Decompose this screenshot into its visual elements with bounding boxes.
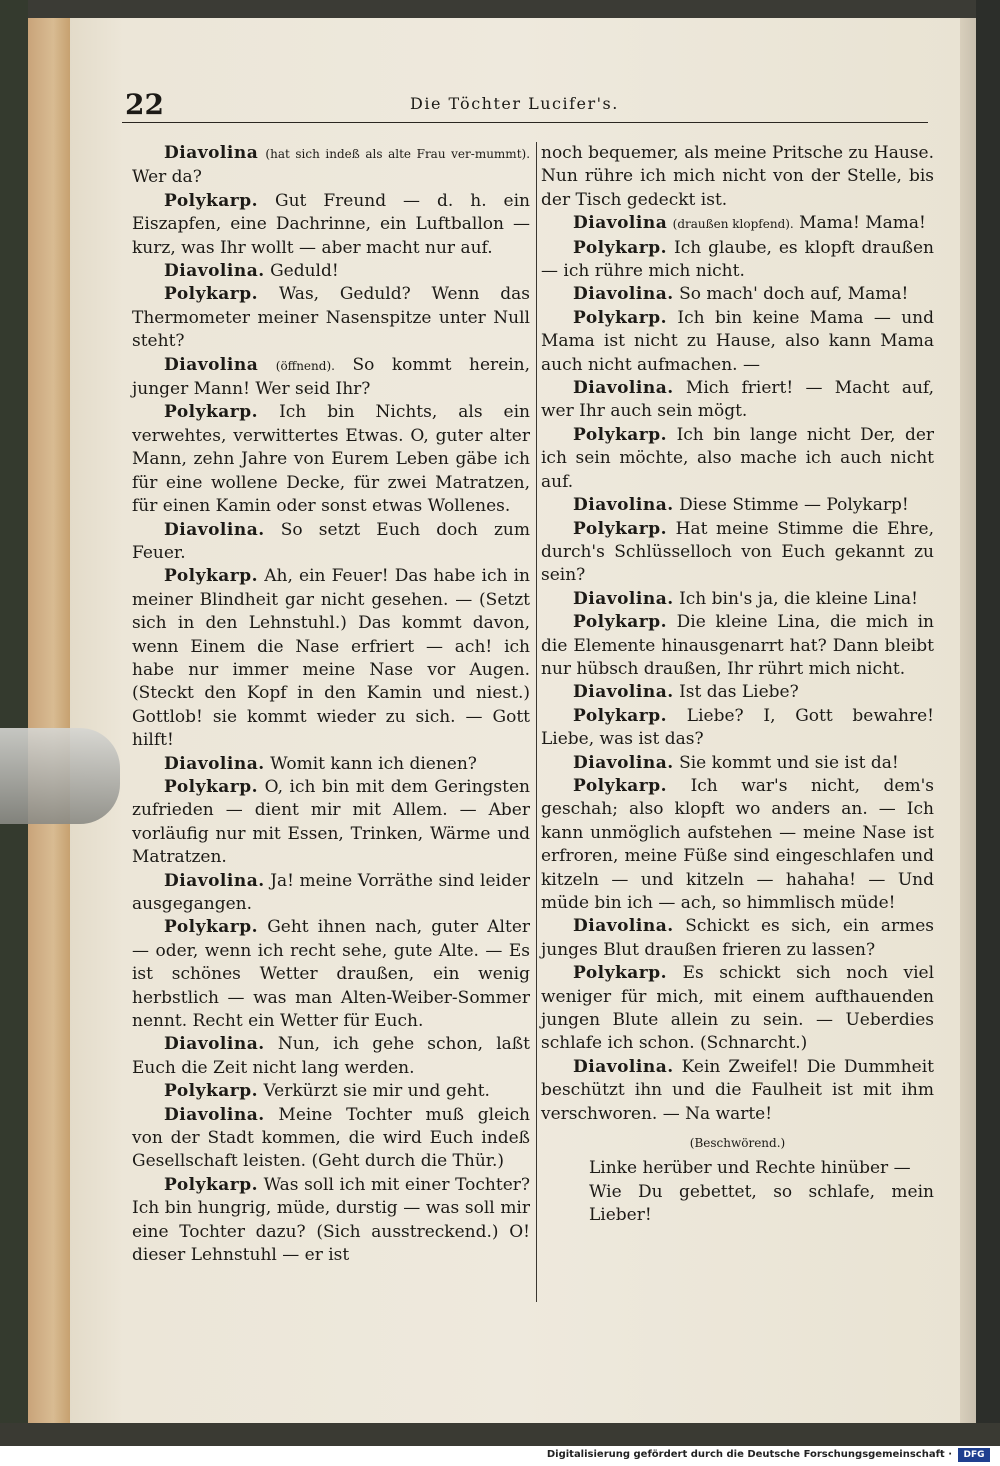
- text-column-left: [132, 142, 530, 1268]
- speaker-name: Diavolina: [164, 354, 259, 375]
- speech-text: Verkürzt sie mir und geht.: [263, 1081, 490, 1102]
- speaker-name: Diavolina.: [573, 588, 674, 609]
- speech-text: Diese Stimme — Polykarp!: [679, 495, 909, 516]
- speech-text: Die kleine Lina, die mich in die Elemente hinausgenarrt hat? Dann bleibt nur hübsch draußen, Ihr rührt mich nicht.: [541, 612, 934, 679]
- speech-paragraph: [132, 776, 530, 870]
- speech-text: Es schickt sich noch viel weniger für mich, mit einem aufthauenden jungen Blute allein zu sein. — Ueberdies schlafe ich schon. (Schnarcht.): [541, 963, 935, 1054]
- dfg-logo: DFG: [958, 1448, 990, 1462]
- speech-text: Ich bin keine Mama — und Mama ist nicht zu Hause, also kann Mama auch nicht aufmachen. —: [541, 307, 935, 375]
- speech-text: Was, Geduld? Wenn das Thermometer meiner Nasenspitze unter Null steht?: [132, 284, 530, 352]
- speaker-name: Diavolina.: [164, 1104, 265, 1125]
- speech-paragraph: [541, 915, 934, 962]
- speech-text: noch bequemer, als meine Pritsche zu Hause. Nun rühre ich mich nicht von der Stelle, bis der Tisch gedeckt ist.: [541, 143, 934, 210]
- speaker-name: Polykarp.: [164, 917, 259, 938]
- speaker-name: Polykarp.: [573, 775, 668, 796]
- speech-text: Ich bin lange nicht Der, der ich sein möchte, also mache ich auch nicht auf.: [541, 424, 935, 492]
- speech-paragraph: [541, 705, 934, 752]
- speech-paragraph: [541, 142, 934, 212]
- speaker-name: Diavolina.: [573, 1056, 674, 1077]
- speech-paragraph: [541, 237, 934, 284]
- speech-text: Ist das Liebe?: [679, 682, 799, 703]
- speech-text: So kommt herein, junger Mann! Wer seid Ihr?: [132, 354, 530, 400]
- speech-paragraph: [132, 260, 530, 283]
- speech-paragraph: [132, 1104, 530, 1174]
- speech-text: Womit kann ich dienen?: [270, 753, 477, 774]
- speech-paragraph: [541, 377, 934, 424]
- speaker-name: Diavolina.: [164, 1034, 265, 1055]
- speech-text: Ja! meine Vorräthe sind leider ausgegangen.: [132, 870, 531, 914]
- book-spine-left: [0, 0, 28, 1446]
- speaker-name: Polykarp.: [573, 237, 668, 258]
- speech-text: So mach' doch auf, Mama!: [679, 284, 909, 305]
- speaker-name: Diavolina: [573, 213, 668, 234]
- speaker-name: Diavolina.: [573, 378, 674, 399]
- speech-paragraph: [541, 307, 934, 377]
- speech-paragraph: [132, 1080, 530, 1103]
- verse-block: [541, 1157, 934, 1227]
- speech-text: Schickt es sich, ein armes junges Blut draußen frieren zu lassen?: [541, 916, 934, 960]
- speech-text: Ich glaube, es klopft draußen — ich rühre mich nicht.: [541, 237, 935, 282]
- speech-paragraph: [541, 962, 934, 1056]
- text-column-right: [541, 142, 934, 1228]
- speaker-name: Diavolina.: [573, 682, 674, 703]
- speech-paragraph: [132, 519, 530, 566]
- stage-direction-centered: (Beschwörend.): [689, 1136, 786, 1151]
- speech-paragraph: [541, 518, 934, 588]
- speaker-name: Diavolina.: [164, 753, 265, 774]
- speech-paragraph: [132, 753, 530, 776]
- speech-paragraph: [541, 752, 934, 775]
- speech-text: Hat meine Stimme die Ehre, durch's Schlüsselloch von Euch gekannt zu sein?: [541, 518, 934, 586]
- speech-text: Ich bin's ja, die kleine Lina!: [679, 588, 919, 609]
- page-edge-left: [28, 18, 70, 1423]
- speech-paragraph: [541, 1056, 934, 1126]
- speaker-name: Polykarp.: [164, 566, 259, 587]
- speaker-name: Polykarp.: [164, 190, 259, 211]
- speech-text: Liebe? I, Gott bewahre! Liebe, was ist das?: [541, 705, 935, 750]
- speech-text: So setzt Euch doch zum Feuer.: [132, 519, 530, 563]
- speaker-name: Diavolina.: [164, 870, 265, 891]
- speech-paragraph: [132, 354, 530, 402]
- scan-background-bottom: [0, 1423, 1000, 1446]
- speech-text: Nun, ich gehe schon, laßt Euch die Zeit nicht lang werden.: [132, 1034, 530, 1078]
- speech-text: Sie kommt und sie ist da!: [679, 752, 899, 773]
- speaker-name: Polykarp.: [573, 518, 668, 539]
- speaker-name: Diavolina.: [573, 752, 674, 773]
- speech-paragraph: [541, 681, 934, 704]
- column-divider: [536, 142, 537, 1302]
- speaker-name: Diavolina.: [164, 519, 265, 540]
- speaker-name: Diavolina.: [573, 495, 674, 516]
- stage-direction: (öffnend).: [275, 358, 335, 373]
- speech-text: Ich war's nicht, dem's geschah; also klopft wo anders an. — Ich kann unmöglich aufstehen — meine Nase ist erfroren, meine Füße sind eingeschlafen und kitzeln — und kitzeln — hahaha! — Und müde bin ich — ach, so himmlisch müde!: [541, 775, 934, 913]
- speech-paragraph: [132, 142, 530, 190]
- speech-paragraph: [541, 283, 934, 306]
- speaker-name: Polykarp.: [164, 1174, 259, 1195]
- speaker-name: Polykarp.: [164, 284, 259, 305]
- speech-paragraph: [132, 870, 530, 917]
- speech-text: O, ich bin mit dem Geringsten zufrieden — dient mir mit Allem. — Aber vorläufig nur mit Essen, Trinken, Wärme und Matratzen.: [132, 776, 530, 868]
- speech-text: Mama! Mama!: [799, 213, 926, 234]
- speech-text: Mich friert! — Macht auf, wer Ihr auch sein mögt.: [541, 378, 934, 422]
- speech-paragraph: [541, 424, 934, 494]
- speaker-name: Polykarp.: [573, 612, 668, 633]
- stage-direction: (hat sich indeß als alte Frau ver-mummt).: [265, 147, 531, 161]
- speech-text: Wer da?: [132, 167, 202, 188]
- page-clip: [0, 728, 120, 824]
- page-edge-right: [960, 18, 976, 1423]
- speech-paragraph: [132, 1174, 530, 1268]
- speaker-name: Polykarp.: [164, 776, 259, 797]
- page-number: 22: [125, 88, 164, 121]
- speech-paragraph: [541, 588, 934, 611]
- page-header: [125, 88, 925, 124]
- speaker-name: Diavolina.: [573, 916, 674, 937]
- speaker-name: Polykarp.: [573, 424, 668, 445]
- speech-text: Meine Tochter muß gleich von der Stadt kommen, die wird Euch indeß Gesellschaft leisten. (Geht durch die Thür.): [132, 1104, 531, 1172]
- speaker-name: Polykarp.: [573, 963, 668, 984]
- speech-text: Kein Zweifel! Die Dummheit beschützt ihn und die Faulheit ist mit ihm verschworen. — Na warte!: [541, 1056, 935, 1124]
- book-spine-right: [976, 0, 1000, 1446]
- speaker-name: Polykarp.: [164, 402, 259, 423]
- speech-text: Was soll ich mit einer Tochter? Ich bin hungrig, müde, durstig — was soll mir eine Tochter dazu? (Sich ausstreckend.) O! dieser Lehnstuhl — er ist: [132, 1174, 530, 1266]
- speech-text: Gut Freund — d. h. ein Eiszapfen, eine Dachrinne, ein Luftballon — kurz, was Ihr wollt — aber macht nur auf.: [132, 190, 531, 258]
- speech-paragraph: [132, 283, 530, 353]
- speech-paragraph: [541, 775, 934, 915]
- speaker-name: Polykarp.: [573, 307, 668, 328]
- speech-paragraph: [132, 401, 530, 518]
- speech-text: Geduld!: [270, 261, 339, 282]
- speech-paragraph: [132, 916, 530, 1033]
- stage-direction: (draußen klopfend).: [672, 217, 794, 232]
- running-title: Die Töchter Lucifer's.: [410, 94, 619, 113]
- verse-line: Linke herüber und Rechte hinüber —: [589, 1158, 911, 1179]
- funding-notice: Digitalisierung gefördert durch die Deutsche Forschungsgemeinschaft ·: [546, 1449, 952, 1460]
- speaker-name: Diavolina.: [573, 284, 674, 305]
- speech-paragraph: [132, 190, 530, 260]
- speaker-name: Polykarp.: [164, 1081, 259, 1102]
- speech-text: Ah, ein Feuer! Das habe ich in meiner Blindheit gar nicht gesehen. — (Setzt sich in den Lehnstuhl.) Das kommt davon, wenn Einem die Nase erfriert — ach! ich habe nur immer meine Nase vor Augen. (Steckt den Kopf in den Kamin und niest.) Gottlob! sie kommt wieder zu sich. — Gott hilft!: [132, 566, 531, 751]
- speech-paragraph: [541, 494, 934, 517]
- speaker-name: Diavolina: [164, 143, 259, 163]
- speaker-name: Polykarp.: [573, 705, 668, 726]
- speech-text: Ich bin Nichts, als ein verwehtes, verwittertes Etwas. O, guter alter Mann, zehn Jahre von Eurem Leben gäbe ich für eine wollene Decke, für zwei Matratzen, für einen Kamin oder sonst etwas Wollenes.: [132, 402, 530, 517]
- speech-paragraph: [541, 212, 934, 236]
- verse-line: Wie Du gebettet, so schlafe, mein Lieber!: [589, 1181, 934, 1226]
- speech-paragraph: [132, 1033, 530, 1080]
- header-rule: [122, 122, 928, 123]
- speech-paragraph: [132, 565, 530, 752]
- speaker-name: Diavolina.: [164, 261, 265, 282]
- speech-paragraph: [541, 611, 934, 681]
- speech-text: Geht ihnen nach, guter Alter — oder, wenn ich recht sehe, gute Alte. — Es ist schönes Wetter draußen, ein wenig herbstlich — was man Alten-Weiber-Sommer nennt. Recht ein Wetter für Euch.: [132, 917, 531, 1032]
